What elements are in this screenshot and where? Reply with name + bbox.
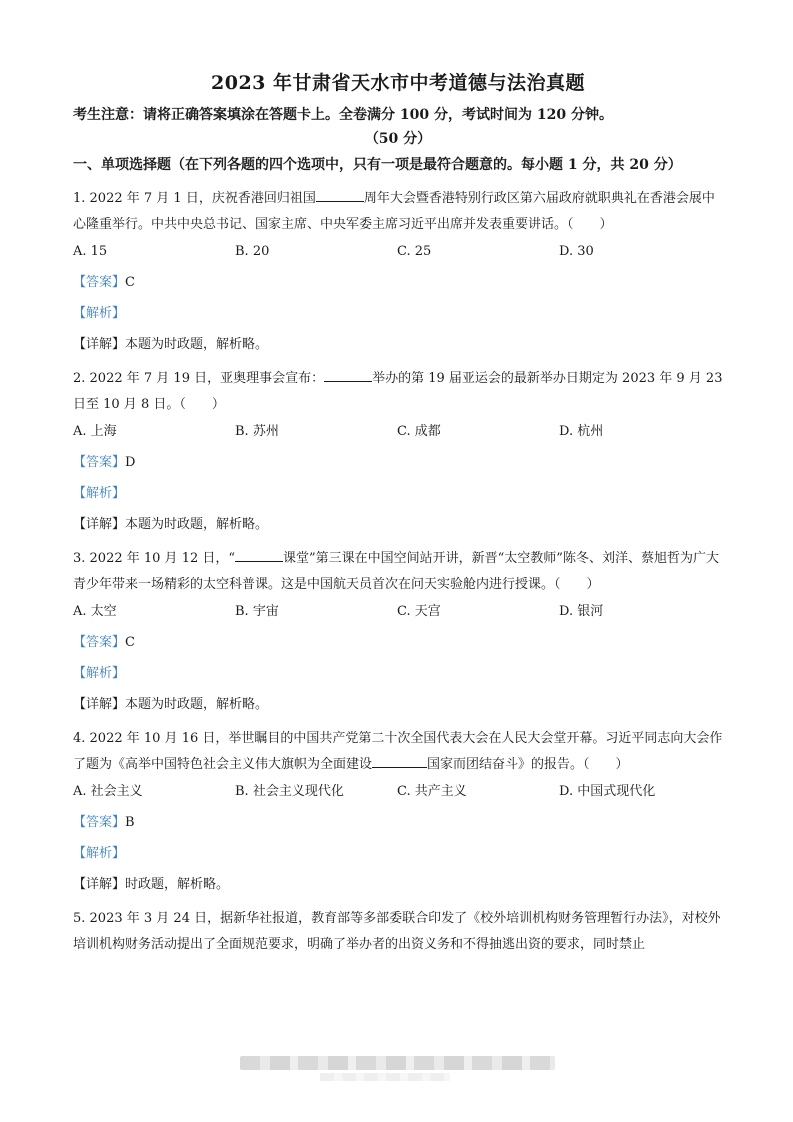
question-3-analysis (73, 664, 723, 684)
analysis-label: 【解析】 (73, 846, 126, 861)
answer-label: 【答案】 (73, 455, 126, 470)
option-c: C. 共产主义 (397, 784, 467, 799)
question-2-stem: 2. 2022 年 7 月 19 日，亚奥理事会宣布： 举办的第 19 届亚运会的最新举办日期定为 2023 年 9 月 23 日至 10 月 8 日。（ ） (73, 366, 723, 418)
analysis-label: 【解析】 (73, 306, 126, 321)
option-d: D. 银河 (559, 604, 604, 619)
detail-label: 【详解】 (73, 337, 126, 352)
option-c: C. 25 (397, 244, 432, 259)
question-2-analysis (73, 484, 723, 504)
page-title: 2023 年甘肃省天水市中考道德与法治真题 (211, 72, 585, 94)
answer-blank (372, 754, 427, 768)
question-2-options (73, 422, 723, 442)
option-d: D. 杭州 (559, 424, 604, 439)
option-a: A. 太空 (73, 604, 117, 619)
analysis-label: 【解析】 (73, 666, 126, 681)
option-d: D. 中国式现代化 (559, 784, 656, 799)
question-1-stem: 1. 2022 年 7 月 1 日，庆祝香港回归祖国 周年大会暨香港特别行政区第六届政府就职典礼在香港会展中心隆重举行。中共中央总书记、国家主席、中央军委主席习近平出席并发表重要讲话。（ ） (73, 186, 723, 238)
detail-label: 【详解】 (73, 517, 126, 532)
question-3-detail: 【详解】本题为时政题，解析略。 (73, 697, 269, 712)
question-4-answer: 【答案】B (73, 815, 135, 830)
option-a: A. 上海 (73, 424, 117, 439)
question-4-analysis (73, 844, 723, 864)
option-b: B. 苏州 (235, 424, 279, 439)
option-b: B. 20 (235, 244, 270, 259)
answer-blank (316, 188, 364, 202)
question-1-analysis (73, 304, 723, 324)
option-c: C. 成都 (397, 424, 441, 439)
question-3-answer: 【答案】C (73, 635, 135, 650)
exam-page (73, 68, 723, 962)
option-d: D. 30 (559, 244, 594, 259)
question-4-detail: 【详解】时政题，解析略。 (73, 877, 230, 892)
detail-label: 【详解】 (73, 697, 126, 712)
answer-blank (324, 368, 372, 382)
option-c: C. 天宫 (397, 604, 441, 619)
question-2-detail: 【详解】本题为时政题，解析略。 (73, 517, 269, 532)
option-a: A. 15 (73, 244, 108, 259)
answer-label: 【答案】 (73, 275, 126, 290)
question-4-options (73, 782, 723, 802)
exam-notice: 考生注意：请将正确答案填涂在答题卡上。全卷满分 100 分，考试时间为 120 分钟。 (73, 107, 613, 123)
question-2-answer: 【答案】D (73, 455, 136, 470)
detail-label: 【详解】 (73, 877, 126, 892)
answer-label: 【答案】 (73, 815, 126, 830)
question-4-stem: 4. 2022 年 10 月 16 日，举世瞩目的中国共产党第二十次全国代表大会在人民大会堂开幕。习近平同志向大会作了题为《高举中国特色社会主义伟大旗帜为全面建设 国家而团结奋斗》的报告。（ ） (73, 731, 723, 772)
blurred-watermark (240, 1056, 555, 1070)
option-a: A. 社会主义 (73, 784, 143, 799)
option-b: B. 社会主义现代化 (235, 784, 344, 799)
question-1-options (73, 242, 723, 262)
analysis-label: 【解析】 (73, 486, 126, 501)
question-1-detail: 【详解】本题为时政题，解析略。 (73, 337, 269, 352)
question-1-answer: 【答案】C (73, 275, 135, 290)
blurred-watermark-line (320, 1073, 450, 1081)
question-3-options (73, 602, 723, 622)
answer-blank (235, 548, 283, 562)
question-3-stem: 3. 2022 年 10 月 12 日，“ 课堂”第三课在中国空间站开讲，新晋“太空教师”陈冬、刘洋、蔡旭哲为广大青少年带来一场精彩的太空科普课。这是中国航天员首次在问天实验舱内进行授课。（ ） (73, 546, 723, 598)
section-score: （50 分） (364, 131, 432, 147)
question-5-stem: 5. 2023 年 3 月 24 日，据新华社报道，教育部等多部委联合印发了《校外培训机构财务管理暂行办法》，对校外培训机构财务活动提出了全面规范要求，明确了举办者的出资义务和不得抽逃出资的要求，同时禁止 (73, 911, 721, 952)
section-heading: 一、单项选择题（在下列各题的四个选项中，只有一项是最符合题意的。每小题 1 分，共 20 分） (73, 157, 682, 173)
answer-label: 【答案】 (73, 635, 126, 650)
option-b: B. 宇宙 (235, 604, 279, 619)
